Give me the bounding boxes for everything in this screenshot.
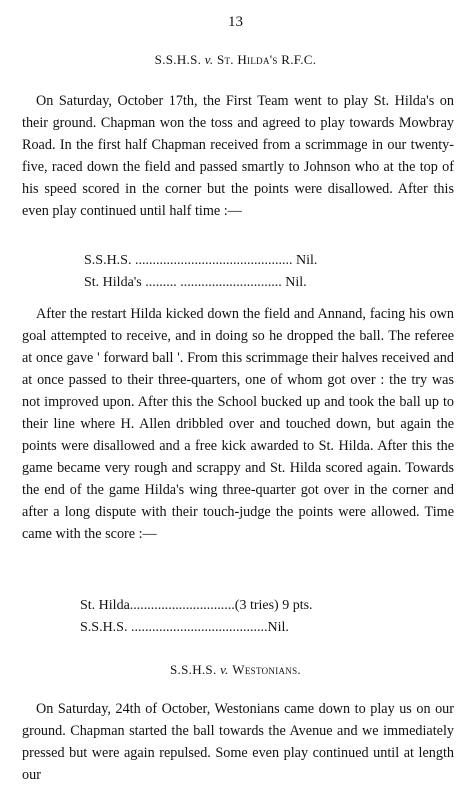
full-time-score-line-1: St. Hilda..............................(3 tries) 9 pts. (80, 598, 313, 613)
heading-team-away: St. Hilda's R.F.C. (216, 52, 317, 67)
heading-team-home: S.S.H.S. (154, 52, 202, 67)
half-time-score-line-2: St. Hilda's ......... ............................. Nil. (84, 275, 307, 290)
match-heading-westonians (0, 662, 471, 678)
heading-versus: v. (204, 52, 214, 67)
match-heading-st-hildas (0, 52, 471, 68)
heading-team-home: S.S.H.S. (170, 662, 217, 677)
page-number: 13 (228, 14, 243, 30)
heading-versus: v. (220, 662, 229, 677)
report-paragraph-1: On Saturday, October 17th, the First Team went to play St. Hilda's on their ground. Chapman won the toss and agreed to play towards Mowbray Road. In the first half Chapman received from a scrimmage in our twenty-five, raced down the field and passed smartly to Johnson who at the top of his speed scored in the corner but the points were disallowed. After this even play continued until half time :— (22, 93, 454, 219)
half-time-score-line-1: S.S.H.S. ............................................. Nil. (84, 253, 318, 268)
full-time-score-line-2: S.S.H.S. .......................................Nil. (80, 620, 289, 635)
report-paragraph-3: On Saturday, 24th of October, Westonians came down to play us on our ground. Chapman started the ball towards the Avenue and we immediately pressed but were again repulsed. Some even play continued until at length our (22, 701, 454, 783)
heading-team-away: Westonians. (232, 662, 301, 677)
report-paragraph-2: After the restart Hilda kicked down the field and Annand, facing his own goal attempted to receive, and in doing so he dropped the ball. The referee at once gave ' forward ball '. From this scrimmage their halves received and at once passed to their three-quarters, one of whom got over : the try was not improved upon. After this the School bucked up and took the ball up to their line where H. Allen dribbled over and touched down, but again the points were disallowed and a free kick awarded to St. Hilda. After this the game became very rough and scrappy and St. Hilda scored again. Towards the end of the game Hilda's wing three-quarter got over in the corner and after a long dispute with their touch-judge the points were allowed. Time came with the score :— (22, 306, 454, 542)
